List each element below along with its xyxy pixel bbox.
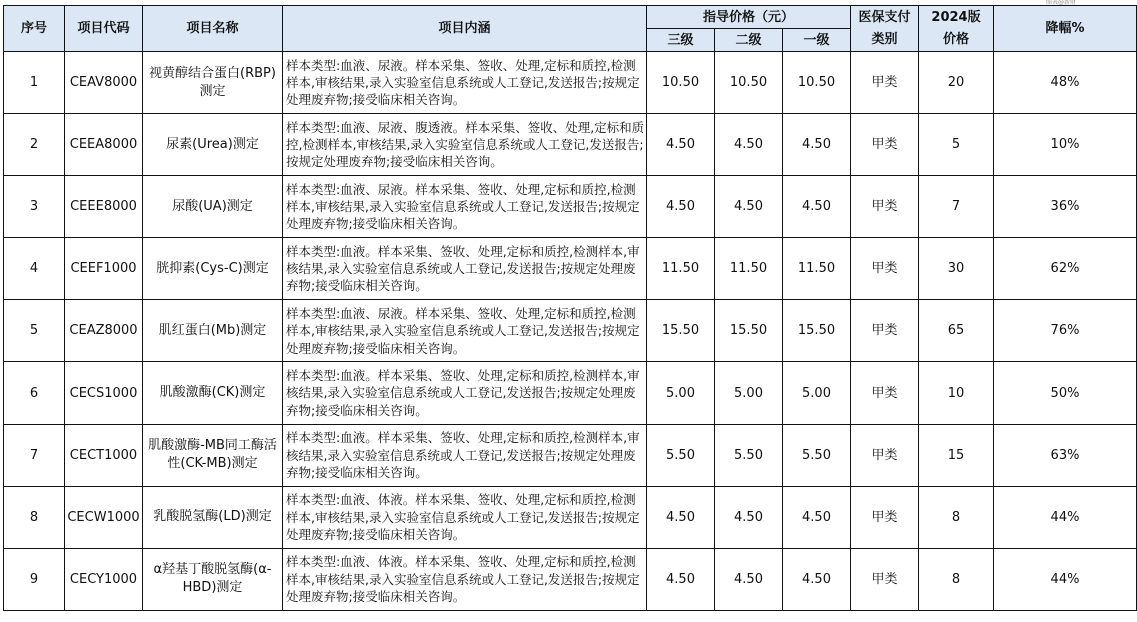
table-row [4, 52, 1137, 114]
header-seq: 序号 [4, 6, 65, 52]
cell-name: 乳酸脱氢酶(LD)测定 [143, 486, 283, 548]
cell-insurance: 甲类 [851, 238, 919, 300]
cell-price2024: 65 [919, 300, 994, 362]
header-code: 项目代码 [65, 6, 143, 52]
cell-level3: 4.50 [647, 486, 715, 548]
table-row [4, 424, 1137, 486]
table-row [4, 300, 1137, 362]
cell-price2024: 5 [919, 114, 994, 176]
cell-insurance: 甲类 [851, 176, 919, 238]
cell-level2: 5.00 [715, 362, 783, 424]
cell-drop: 10% [994, 114, 1137, 176]
cell-insurance: 甲类 [851, 362, 919, 424]
price-table [3, 5, 1137, 611]
cell-code: CECT1000 [65, 424, 143, 486]
cell-drop: 44% [994, 486, 1137, 548]
watermark: 图表@新财 [1045, 0, 1076, 6]
cell-level2: 15.50 [715, 300, 783, 362]
cell-level3: 4.50 [647, 176, 715, 238]
cell-level1: 4.50 [783, 114, 851, 176]
cell-level2: 4.50 [715, 548, 783, 610]
table-row [4, 176, 1137, 238]
cell-drop: 62% [994, 238, 1137, 300]
table-row [4, 238, 1137, 300]
cell-content: 样本类型:血液、尿液。样本采集、签收、处理,定标和质控,检测样本,审核结果,录入实验室信息系统或人工登记,发送报告;按规定处理废弃物;接受临床相关咨询。 [283, 176, 647, 238]
header-insurance-bottom: 类别 [851, 29, 919, 52]
cell-name: 视黄醇结合蛋白(RBP)测定 [143, 52, 283, 114]
header-name: 项目名称 [143, 6, 283, 52]
cell-seq: 3 [4, 176, 65, 238]
cell-level2: 10.50 [715, 52, 783, 114]
cell-level3: 4.50 [647, 114, 715, 176]
cell-seq: 1 [4, 52, 65, 114]
header-drop: 降幅% [994, 6, 1137, 52]
table-row [4, 548, 1137, 610]
header-insurance-top: 医保支付 [851, 6, 919, 29]
cell-level2: 4.50 [715, 486, 783, 548]
table-row [4, 114, 1137, 176]
cell-level2: 11.50 [715, 238, 783, 300]
cell-content: 样本类型:血液。样本采集、签收、处理,定标和质控,检测样本,审核结果,录入实验室信息系统或人工登记,发送报告;按规定处理废弃物;接受临床相关咨询。 [283, 424, 647, 486]
cell-drop: 76% [994, 300, 1137, 362]
cell-price2024: 10 [919, 362, 994, 424]
cell-code: CEEF1000 [65, 238, 143, 300]
header-level3: 三级 [647, 29, 715, 52]
cell-name: α羟基丁酸脱氢酶(α-HBD)测定 [143, 548, 283, 610]
cell-drop: 36% [994, 176, 1137, 238]
table-row [4, 362, 1137, 424]
cell-code: CEEA8000 [65, 114, 143, 176]
cell-name: 尿素(Urea)测定 [143, 114, 283, 176]
cell-level3: 5.00 [647, 362, 715, 424]
cell-level1: 10.50 [783, 52, 851, 114]
cell-code: CEAV8000 [65, 52, 143, 114]
header-price-group: 指导价格（元） [647, 6, 851, 29]
cell-seq: 8 [4, 486, 65, 548]
cell-price2024: 20 [919, 52, 994, 114]
cell-level3: 10.50 [647, 52, 715, 114]
cell-level2: 4.50 [715, 114, 783, 176]
cell-content: 样本类型:血液、尿液。样本采集、签收、处理,定标和质控,检测样本,审核结果,录入实验室信息系统或人工登记,发送报告;按规定处理废弃物;接受临床相关咨询。 [283, 300, 647, 362]
cell-insurance: 甲类 [851, 548, 919, 610]
cell-level1: 4.50 [783, 176, 851, 238]
cell-code: CEAZ8000 [65, 300, 143, 362]
cell-price2024: 30 [919, 238, 994, 300]
cell-level2: 4.50 [715, 176, 783, 238]
cell-content: 样本类型:血液。样本采集、签收、处理,定标和质控,检测样本,审核结果,录入实验室信息系统或人工登记,发送报告;按规定处理废弃物;接受临床相关咨询。 [283, 362, 647, 424]
cell-level3: 4.50 [647, 548, 715, 610]
cell-drop: 48% [994, 52, 1137, 114]
cell-seq: 9 [4, 548, 65, 610]
cell-name: 肌酸激酶-MB同工酶活性(CK-MB)测定 [143, 424, 283, 486]
cell-code: CECW1000 [65, 486, 143, 548]
cell-insurance: 甲类 [851, 424, 919, 486]
cell-code: CEEE8000 [65, 176, 143, 238]
header-price2024-top: 2024版 [919, 6, 994, 29]
cell-price2024: 7 [919, 176, 994, 238]
cell-name: 尿酸(UA)测定 [143, 176, 283, 238]
cell-seq: 2 [4, 114, 65, 176]
cell-content: 样本类型:血液。样本采集、签收、处理,定标和质控,检测样本,审核结果,录入实验室信息系统或人工登记,发送报告;按规定处理废弃物;接受临床相关咨询。 [283, 238, 647, 300]
cell-insurance: 甲类 [851, 486, 919, 548]
cell-drop: 50% [994, 362, 1137, 424]
cell-level1: 4.50 [783, 548, 851, 610]
header-level1: 一级 [783, 29, 851, 52]
header-content: 项目内涵 [283, 6, 647, 52]
cell-price2024: 8 [919, 486, 994, 548]
cell-price2024: 15 [919, 424, 994, 486]
cell-code: CECY1000 [65, 548, 143, 610]
cell-content: 样本类型:血液、尿液。样本采集、签收、处理,定标和质控,检测样本,审核结果,录入实验室信息系统或人工登记,发送报告;按规定处理废弃物;接受临床相关咨询。 [283, 52, 647, 114]
cell-code: CECS1000 [65, 362, 143, 424]
cell-content: 样本类型:血液、体液。样本采集、签收、处理,定标和质控,检测样本,审核结果,录入实验室信息系统或人工登记,发送报告;按规定处理废弃物;接受临床相关咨询。 [283, 486, 647, 548]
cell-drop: 63% [994, 424, 1137, 486]
cell-level3: 5.50 [647, 424, 715, 486]
cell-seq: 7 [4, 424, 65, 486]
cell-drop: 44% [994, 548, 1137, 610]
cell-seq: 4 [4, 238, 65, 300]
cell-level1: 15.50 [783, 300, 851, 362]
cell-insurance: 甲类 [851, 114, 919, 176]
cell-level3: 11.50 [647, 238, 715, 300]
cell-level1: 4.50 [783, 486, 851, 548]
cell-insurance: 甲类 [851, 300, 919, 362]
cell-level1: 11.50 [783, 238, 851, 300]
cell-level1: 5.50 [783, 424, 851, 486]
table-row [4, 486, 1137, 548]
cell-level1: 5.00 [783, 362, 851, 424]
cell-insurance: 甲类 [851, 52, 919, 114]
cell-content: 样本类型:血液、体液。样本采集、签收、处理,定标和质控,检测样本,审核结果,录入实验室信息系统或人工登记,发送报告;按规定处理废弃物;接受临床相关咨询。 [283, 548, 647, 610]
cell-seq: 5 [4, 300, 65, 362]
header-price2024-bottom: 价格 [919, 29, 994, 52]
cell-seq: 6 [4, 362, 65, 424]
header-level2: 二级 [715, 29, 783, 52]
cell-name: 胱抑素(Cys-C)测定 [143, 238, 283, 300]
cell-level2: 5.50 [715, 424, 783, 486]
cell-name: 肌酸激酶(CK)测定 [143, 362, 283, 424]
cell-level3: 15.50 [647, 300, 715, 362]
cell-price2024: 8 [919, 548, 994, 610]
cell-name: 肌红蛋白(Mb)测定 [143, 300, 283, 362]
cell-content: 样本类型:血液、尿液、腹透液。样本采集、签收、处理,定标和质控,检测样本,审核结果,录入实验室信息系统或人工登记,发送报告;按规定处理废弃物;接受临床相关咨询。 [283, 114, 647, 176]
